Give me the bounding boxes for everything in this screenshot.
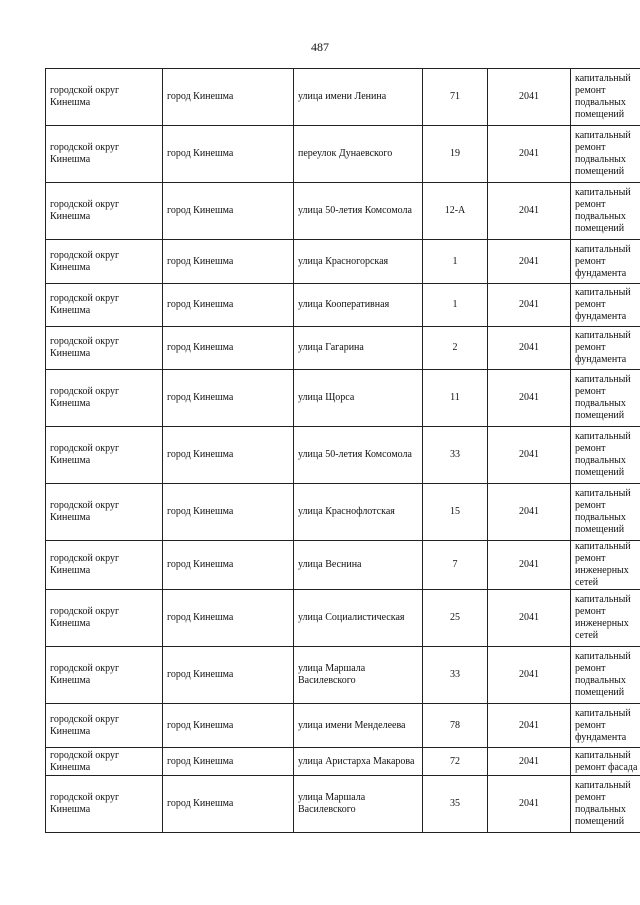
house-number-cell	[423, 484, 488, 541]
work-type-cell-text: капитальный ремонт подвальных помещений	[575, 130, 631, 177]
work-type-cell-text: капитальный ремонт подвальных помещений	[575, 73, 631, 120]
house-number-cell-text: 7	[452, 559, 458, 570]
work-type-cell-text: капитальный ремонт инженерных сетей	[575, 541, 631, 588]
district-cell-text: городской округ Кинешма	[50, 553, 120, 576]
city-cell	[163, 240, 294, 284]
street-cell	[294, 69, 423, 126]
street-cell	[294, 284, 423, 327]
house-number-cell-text: 15	[450, 506, 460, 517]
city-cell	[163, 327, 294, 370]
year-cell-text: 2041	[519, 342, 539, 353]
work-type-cell	[571, 427, 640, 484]
city-cell-text: город Кинешма	[167, 205, 234, 216]
city-cell-text: город Кинешма	[167, 449, 234, 460]
work-type-cell	[571, 284, 640, 327]
table-row	[46, 541, 640, 590]
city-cell-text: город Кинешма	[167, 255, 234, 267]
city-cell	[163, 370, 294, 427]
district-cell	[46, 590, 163, 647]
table-row	[46, 776, 640, 833]
district-cell	[46, 541, 163, 590]
street-cell-text: улица 50-летия Комсомола	[298, 205, 412, 216]
house-number-cell-text: 33	[450, 669, 460, 680]
work-type-cell-text: капитальный ремонт подвальных помещений	[575, 651, 631, 698]
street-cell	[294, 541, 423, 590]
city-cell	[163, 590, 294, 647]
house-number-cell	[423, 776, 488, 833]
street-cell-text: улица Щорса	[298, 392, 355, 403]
year-cell	[488, 327, 571, 370]
house-number-cell-text: 33	[450, 449, 460, 460]
work-type-cell	[571, 183, 640, 240]
city-cell	[163, 704, 294, 748]
work-type-cell	[571, 484, 640, 541]
street-cell-text: улица имени Менделеева	[298, 719, 406, 731]
table-row	[46, 240, 640, 284]
table-row	[46, 370, 640, 427]
city-cell-text: город Кинешма	[167, 755, 234, 767]
table-row	[46, 69, 640, 126]
house-number-cell-text: 1	[452, 299, 458, 310]
work-type-cell-text: капитальный ремонт подвальных помещений	[575, 488, 631, 535]
district-cell	[46, 240, 163, 284]
year-cell	[488, 69, 571, 126]
house-number-cell-text: 1	[452, 255, 458, 267]
district-cell-text: городской округ Кинешма	[50, 249, 120, 273]
year-cell-text: 2041	[519, 205, 539, 216]
house-number-cell	[423, 240, 488, 284]
district-cell-text: городской округ Кинешма	[50, 386, 120, 409]
year-cell-text: 2041	[519, 559, 539, 570]
street-cell-text: улица 50-летия Комсомола	[298, 449, 412, 460]
year-cell-text: 2041	[519, 91, 539, 102]
table-row	[46, 126, 640, 183]
work-type-cell-text: капитальный ремонт подвальных помещений	[575, 780, 631, 827]
work-type-cell-text: капитальный ремонт подвальных помещений	[575, 187, 631, 234]
year-cell-text: 2041	[519, 255, 539, 267]
city-cell-text: город Кинешма	[167, 669, 234, 680]
year-cell	[488, 590, 571, 647]
district-cell-text: городской округ Кинешма	[50, 336, 120, 359]
year-cell	[488, 284, 571, 327]
street-cell	[294, 183, 423, 240]
street-cell	[294, 427, 423, 484]
street-cell	[294, 370, 423, 427]
district-cell-text: городской округ Кинешма	[50, 713, 120, 737]
city-cell-text: город Кинешма	[167, 798, 234, 809]
city-cell-text: город Кинешма	[167, 392, 234, 403]
work-type-cell-text: капитальный ремонт подвальных помещений	[575, 374, 631, 421]
house-number-cell	[423, 370, 488, 427]
city-cell-text: город Кинешма	[167, 719, 234, 731]
house-number-cell	[423, 590, 488, 647]
table-row	[46, 590, 640, 647]
district-cell	[46, 370, 163, 427]
district-cell	[46, 126, 163, 183]
house-number-cell	[423, 126, 488, 183]
year-cell	[488, 370, 571, 427]
street-cell-text: улица Веснина	[298, 559, 362, 570]
city-cell-text: город Кинешма	[167, 559, 234, 570]
city-cell	[163, 126, 294, 183]
street-cell-text: улица Гагарина	[298, 342, 364, 353]
year-cell-text: 2041	[519, 719, 539, 731]
year-cell-text: 2041	[519, 299, 539, 310]
year-cell	[488, 427, 571, 484]
work-type-cell	[571, 704, 640, 748]
district-cell	[46, 484, 163, 541]
house-number-cell	[423, 748, 488, 776]
house-number-cell	[423, 541, 488, 590]
work-type-cell	[571, 776, 640, 833]
street-cell	[294, 704, 423, 748]
street-cell	[294, 647, 423, 704]
city-cell-text: город Кинешма	[167, 299, 234, 310]
work-type-cell-text: капитальный ремонт фундамента	[575, 287, 631, 322]
house-number-cell-text: 78	[450, 719, 460, 731]
table-row	[46, 748, 640, 776]
street-cell-text: улица Аристарха Макарова	[298, 755, 415, 767]
house-number-cell	[423, 183, 488, 240]
work-type-cell-text: капитальный ремонт подвальных помещений	[575, 431, 631, 478]
street-cell-text: улица Маршала Василевского	[298, 792, 366, 815]
street-cell-text: улица Маршала Василевского	[298, 663, 366, 686]
house-number-cell-text: 19	[450, 148, 460, 159]
street-cell	[294, 126, 423, 183]
city-cell-text: город Кинешма	[167, 612, 234, 623]
street-cell	[294, 484, 423, 541]
city-cell	[163, 647, 294, 704]
year-cell-text: 2041	[519, 148, 539, 159]
city-cell	[163, 284, 294, 327]
table-row	[46, 183, 640, 240]
street-cell-text: улица Красногорская	[298, 255, 389, 267]
street-cell-text: переулок Дунаевского	[298, 148, 393, 159]
district-cell-text: городской округ Кинешма	[50, 606, 120, 629]
house-number-cell	[423, 69, 488, 126]
street-cell-text: улица имени Ленина	[298, 91, 387, 102]
work-type-cell-text: капитальный ремонт фундамента	[575, 243, 631, 279]
work-type-cell	[571, 69, 640, 126]
district-cell	[46, 327, 163, 370]
work-type-cell	[571, 370, 640, 427]
city-cell	[163, 541, 294, 590]
district-cell	[46, 704, 163, 748]
year-cell	[488, 541, 571, 590]
street-cell-text: улица Социалистическая	[298, 612, 405, 623]
city-cell-text: город Кинешма	[167, 91, 234, 102]
house-number-cell	[423, 427, 488, 484]
house-number-cell-text: 35	[450, 798, 460, 809]
city-cell	[163, 183, 294, 240]
year-cell	[488, 126, 571, 183]
district-cell	[46, 776, 163, 833]
work-type-cell	[571, 541, 640, 590]
city-cell	[163, 776, 294, 833]
year-cell-text: 2041	[519, 755, 539, 767]
year-cell-text: 2041	[519, 669, 539, 680]
repair-schedule-table	[45, 68, 640, 833]
house-number-cell-text: 12-А	[444, 205, 466, 216]
street-cell	[294, 327, 423, 370]
table-row	[46, 284, 640, 327]
district-cell	[46, 284, 163, 327]
work-type-cell-text: капитальный ремонт инженерных сетей	[575, 594, 631, 641]
city-cell	[163, 427, 294, 484]
table-row	[46, 704, 640, 748]
street-cell	[294, 748, 423, 776]
district-cell-text: городской округ Кинешма	[50, 749, 120, 773]
year-cell	[488, 484, 571, 541]
district-cell	[46, 647, 163, 704]
year-cell-text: 2041	[519, 612, 539, 623]
year-cell	[488, 240, 571, 284]
table-row	[46, 327, 640, 370]
district-cell-text: городской округ Кинешма	[50, 792, 120, 815]
district-cell-text: городской округ Кинешма	[50, 85, 120, 108]
city-cell	[163, 748, 294, 776]
house-number-cell-text: 25	[450, 612, 460, 623]
house-number-cell	[423, 284, 488, 327]
work-type-cell	[571, 647, 640, 704]
house-number-cell	[423, 704, 488, 748]
street-cell	[294, 590, 423, 647]
district-cell-text: городской округ Кинешма	[50, 142, 120, 165]
street-cell-text: улица Краснофлотская	[298, 506, 395, 517]
work-type-cell	[571, 240, 640, 284]
house-number-cell	[423, 647, 488, 704]
street-cell	[294, 240, 423, 284]
work-type-cell	[571, 590, 640, 647]
year-cell	[488, 776, 571, 833]
house-number-cell	[423, 327, 488, 370]
work-type-cell-text: капитальный ремонт фундамента	[575, 707, 631, 743]
table-body	[46, 69, 640, 833]
year-cell-text: 2041	[519, 392, 539, 403]
house-number-cell-text: 11	[450, 392, 460, 403]
district-cell-text: городской округ Кинешма	[50, 443, 120, 466]
street-cell	[294, 776, 423, 833]
city-cell-text: город Кинешма	[167, 148, 234, 159]
table-row	[46, 647, 640, 704]
table-row	[46, 484, 640, 541]
district-cell	[46, 748, 163, 776]
district-cell	[46, 69, 163, 126]
work-type-cell-text: капитальный ремонт фасада	[575, 749, 638, 773]
year-cell	[488, 183, 571, 240]
city-cell	[163, 484, 294, 541]
district-cell	[46, 183, 163, 240]
district-cell-text: городской округ Кинешма	[50, 293, 120, 316]
house-number-cell-text: 72	[450, 755, 460, 767]
house-number-cell-text: 71	[450, 91, 460, 102]
city-cell-text: город Кинешма	[167, 342, 234, 353]
street-cell-text: улица Кооперативная	[298, 299, 390, 310]
district-cell-text: городской округ Кинешма	[50, 500, 120, 523]
year-cell-text: 2041	[519, 506, 539, 517]
work-type-cell-text: капитальный ремонт фундамента	[575, 330, 631, 365]
work-type-cell	[571, 126, 640, 183]
year-cell	[488, 647, 571, 704]
year-cell-text: 2041	[519, 798, 539, 809]
house-number-cell-text: 2	[452, 342, 458, 353]
year-cell-text: 2041	[519, 449, 539, 460]
work-type-cell	[571, 327, 640, 370]
year-cell	[488, 704, 571, 748]
district-cell	[46, 427, 163, 484]
district-cell-text: городской округ Кинешма	[50, 663, 120, 686]
year-cell	[488, 748, 571, 776]
city-cell-text: город Кинешма	[167, 506, 234, 517]
table-row	[46, 427, 640, 484]
city-cell	[163, 69, 294, 126]
district-cell-text: городской округ Кинешма	[50, 199, 120, 222]
page-number: 487	[311, 40, 329, 54]
work-type-cell	[571, 748, 640, 776]
